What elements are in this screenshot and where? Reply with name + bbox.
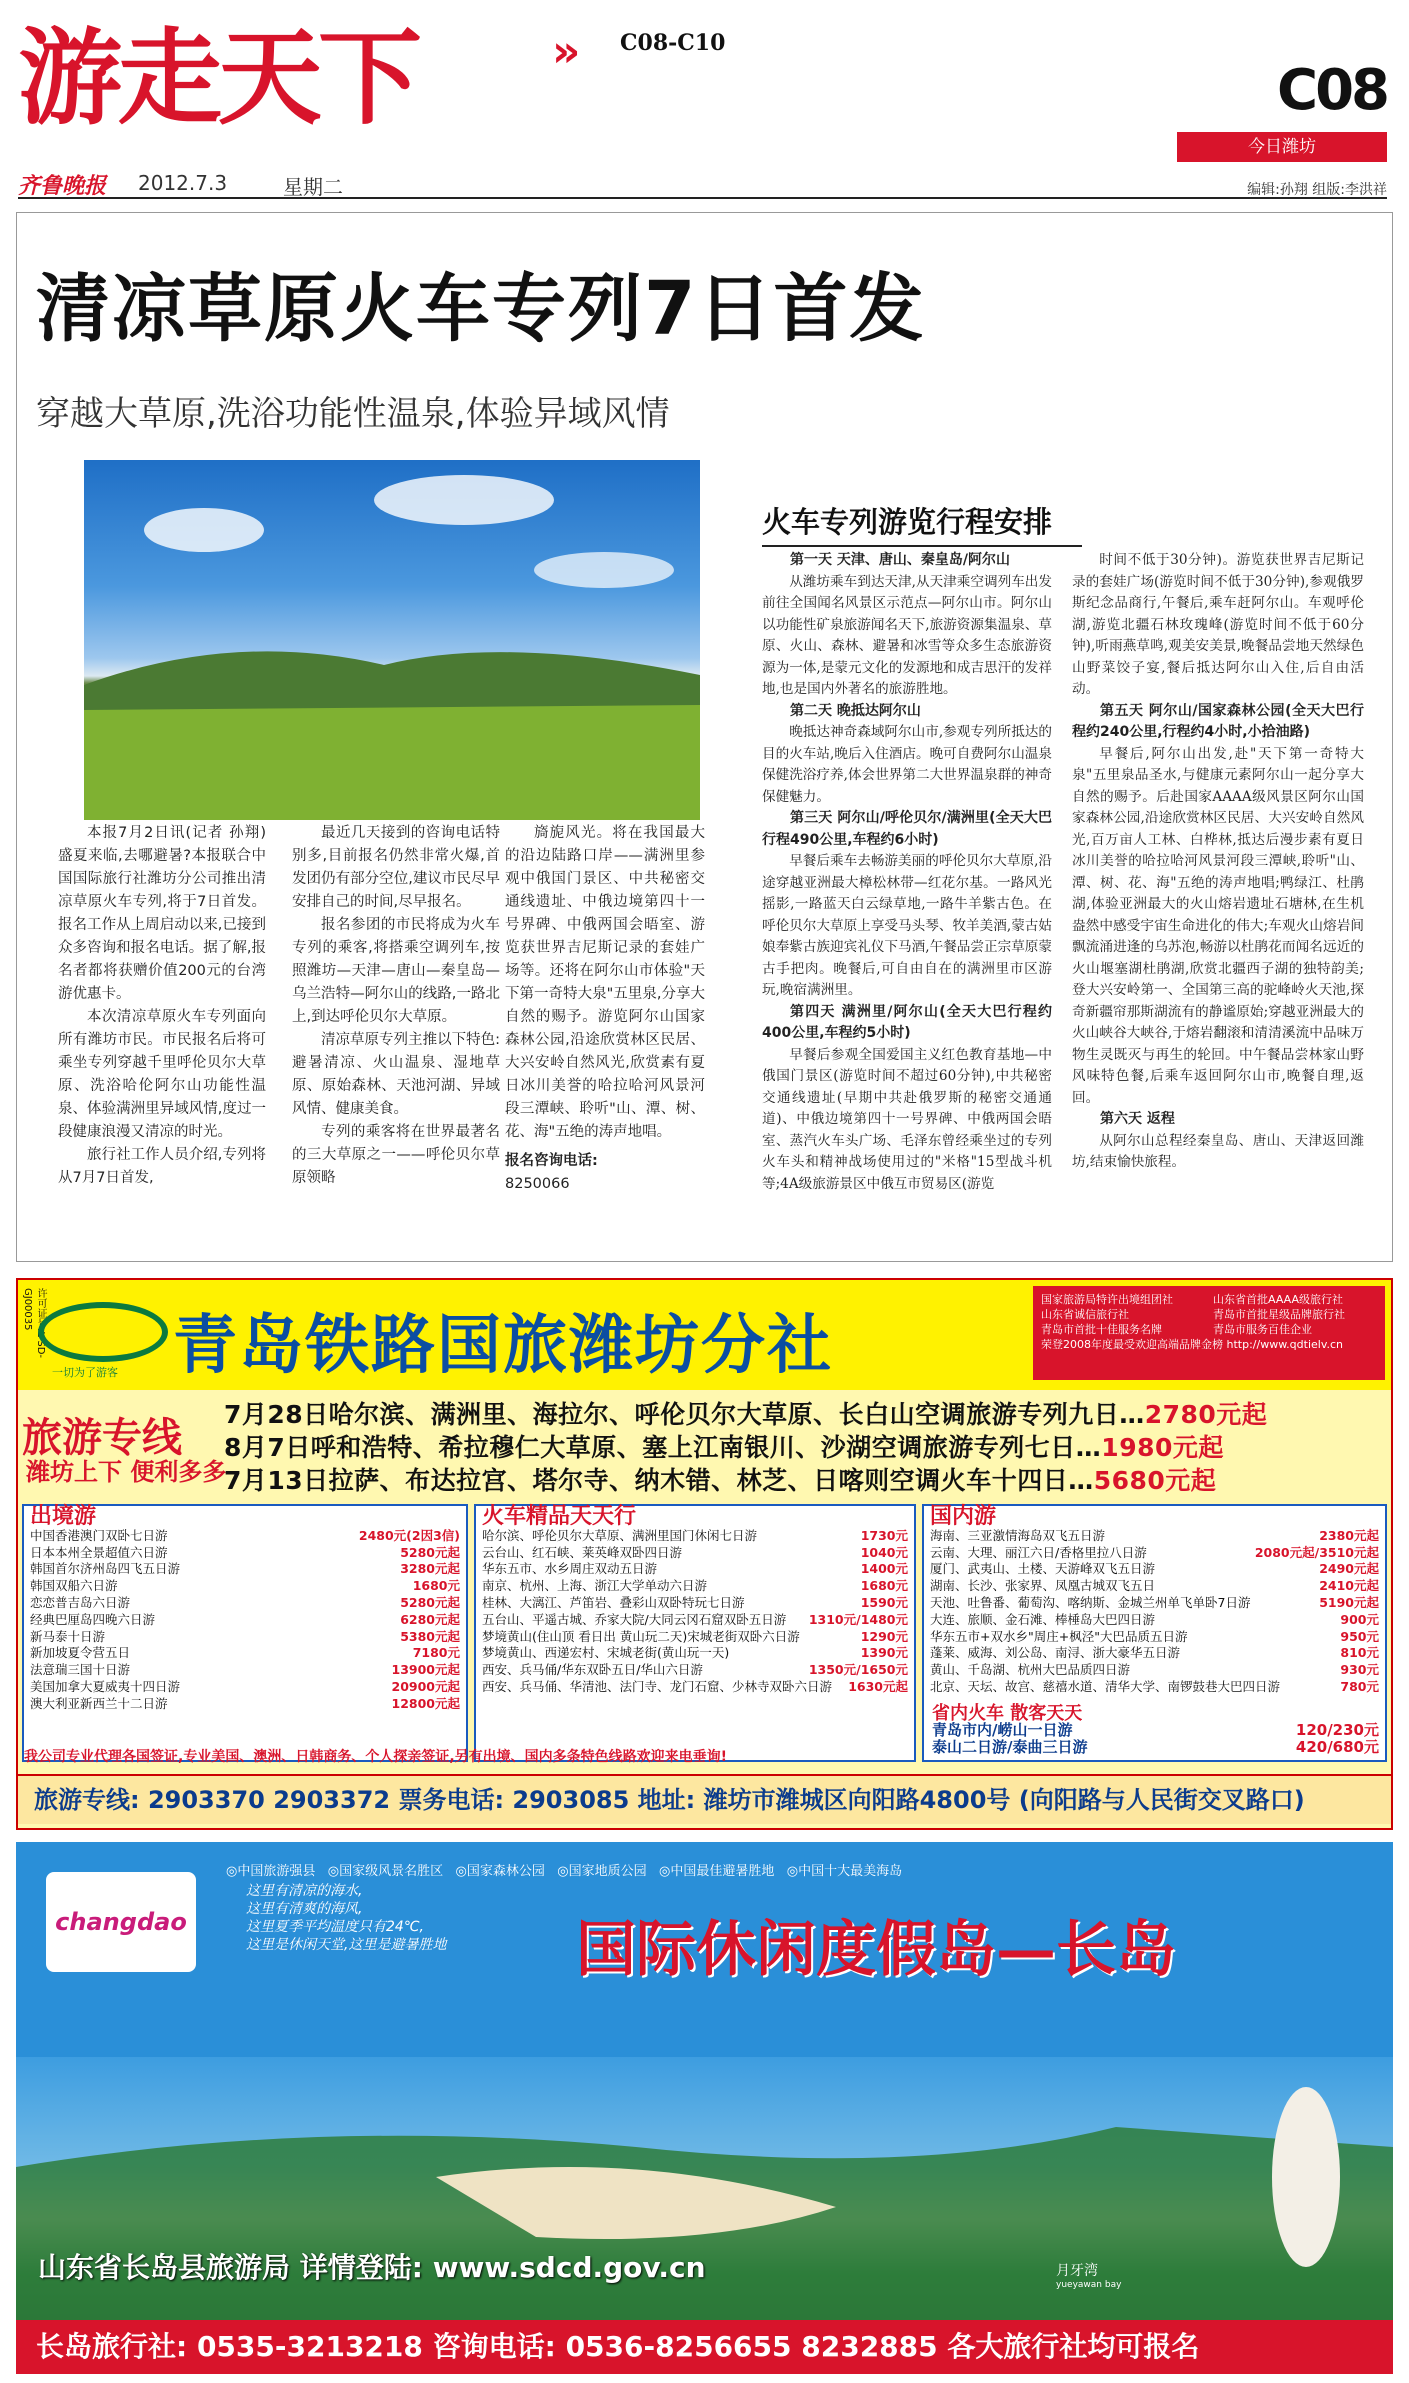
honor-item: 青岛市服务百佳企业: [1213, 1323, 1312, 1336]
tour-line: 7月13日拉萨、布达拉宫、塔尔寺、纳木错、林芝、日喀则空调火车十四日…5680元起: [224, 1466, 1217, 1495]
list-item: [930, 1595, 1379, 1612]
item-price: 7180元: [412, 1645, 460, 1661]
item-name: 韩国双船六日游: [30, 1578, 118, 1594]
article-paragraph: 最近几天接到的咨询电话特别多,目前报名仍然非常火爆,首发团仍有部分空位,建议市民尽早安排自己的时间,尽早报名。: [292, 825, 500, 910]
list-item: [30, 1696, 460, 1713]
list-item: [482, 1528, 908, 1545]
section-tag: 今日潍坊: [1177, 132, 1387, 162]
list-title: 火车精品天天行: [482, 1504, 637, 1529]
item-price: 1630元起: [848, 1678, 908, 1694]
list-item: [482, 1561, 908, 1578]
itinerary-column-left: [762, 550, 1052, 1195]
ad-contact-bar: 旅游专线: 2903370 2903372 票务电话: 2903085 地址: 潍坊市潍城区向阳路4800号 (向阳路与人民街交叉路口): [18, 1774, 1391, 1824]
item-price: 1310元/1480元: [808, 1611, 908, 1627]
page-number: C08: [1276, 58, 1387, 123]
item-price: 2080元起/3510元起: [1254, 1544, 1379, 1560]
itinerary-text: 早餐后参观全国爱国主义红色教育基地—中俄国门景区(游览时间不超过60分钟),中共秘密交通线遗址(早期中共赴俄罗斯的秘密交通通道)、中俄边境第四十一号界碑、中俄两国会晤室、蒸汽火车头广场、毛泽东曾经乘坐过的专列火车头和精神战场使用过的"米格"15型战斗机等;4A级旅游景区中俄互市贸易区(游览: [762, 1046, 1052, 1192]
itinerary-column-right: [1072, 550, 1364, 1174]
honor-item: 青岛市首批星级品牌旅行社: [1213, 1308, 1345, 1321]
item-name: 大连、旅顺、金石滩、棒棰岛大巴四日游: [930, 1611, 1156, 1627]
item-price: 1680元: [860, 1578, 908, 1594]
ad-slogan: 国际休闲度假岛—长岛: [576, 1915, 1176, 1985]
train-list: [474, 1504, 916, 1762]
list-item: [482, 1662, 908, 1679]
outbound-list: [22, 1504, 468, 1762]
item-name: 西安、兵马俑、华清池、法门寺、龙门石窟、少林寺双卧六日游: [482, 1678, 833, 1694]
issue-date: 2012.7.3: [138, 171, 228, 195]
item-name: 西安、兵马俑/华东双卧五日/华山六日游: [482, 1662, 703, 1678]
item-price: 1290元: [860, 1628, 908, 1644]
item-price: 420/680元: [1295, 1739, 1379, 1756]
list-item: [930, 1629, 1379, 1646]
list-item: [930, 1612, 1379, 1629]
list-item: [930, 1561, 1379, 1578]
item-price: 1350元/1650元: [808, 1662, 908, 1678]
list-item: [930, 1645, 1379, 1662]
list-item: [930, 1662, 1379, 1679]
item-price: 930元: [1340, 1662, 1379, 1678]
ad-poem: 这里有清凉的海水, 这里有清爽的海风, 这里夏季平均温度只有24℃, 这里是休闲天堂,这里是避暑胜地: [246, 1883, 447, 1953]
changdao-logo: changdao: [46, 1872, 196, 1972]
item-name: 黄山、千岛湖、杭州大巴品质四日游: [930, 1662, 1131, 1678]
list-item: [930, 1578, 1379, 1595]
item-name: 北京、天坛、故宫、慈禧水道、清华大学、南锣鼓巷大巴四日游: [930, 1678, 1281, 1694]
itinerary-text: 从潍坊乘车到达天津,从天津乘空调列车出发前往全国闻名风景区示范点—阿尔山市。阿尔山以功能性矿泉旅游闻名天下,旅游资源集温泉、草原、火山、森林、避暑和冰雪等众多生态旅游资源为一体,是蒙元文化的发源地和成吉思汗的发祥地,也是国内外著名的旅游胜地。: [762, 573, 1052, 697]
list-item: [482, 1679, 908, 1696]
list-item: [30, 1578, 460, 1595]
item-name: 华东五市+双水乡"周庄+枫泾"大巴品质五日游: [930, 1628, 1188, 1644]
article-paragraph: 清凉草原专列主推以下特色:避暑清凉、火山温泉、湿地草原、原始森林、天池河湖、异域风情、健康美食。: [292, 1032, 500, 1117]
itinerary-day: 第六天 返程: [1100, 1111, 1175, 1127]
honor-list: ◎中国旅游强县 ◎国家级风景名胜区 ◎国家森林公园 ◎国家地质公园 ◎中国最佳避暑胜地 ◎中国十大最美海岛: [226, 1864, 903, 1879]
item-price: 6280元起: [400, 1611, 460, 1627]
tour-line-subheading: 潍坊上下 便利多多: [26, 1458, 227, 1486]
newspaper-brand: 齐鲁晚报: [18, 173, 107, 199]
item-name: 恋恋普吉岛六日游: [30, 1594, 131, 1610]
railway-travel-ad: [16, 1278, 1393, 1830]
item-name: 南京、杭州、上海、浙江大学单动六日游: [482, 1578, 708, 1594]
item-price: 12800元起: [391, 1695, 460, 1711]
section-title: 游走天下: [18, 17, 419, 139]
item-name: 桂林、大漓江、芦笛岩、叠彩山双卧特玩七日游: [482, 1594, 745, 1610]
item-name: 厦门、武夷山、土楼、天游峰双飞五日游: [930, 1561, 1156, 1577]
place-name: 月牙湾 yueyawan bay: [1056, 2263, 1122, 2290]
article-paragraph: 旖旎风光。将在我国最大的沿边陆路口岸——满洲里参观中俄国门景区、中共秘密交通线遗址、中俄边境第四十一号界碑、中俄两国会晤室、游览获世界吉尼斯记录的套娃广场等。还将在阿尔山市体验"天下第一奇特大泉"五里泉,分享大自然的赐予。游览阿尔山国家森林公园,沿途欣赏林区民居、大兴安岭自然风光,欣赏素有夏日冰川美誉的哈拉哈河风景河段三潭峡、聆听"山、潭、树、花、海"五绝的涛声地唱。: [505, 825, 705, 1140]
honors-box: [1033, 1286, 1385, 1380]
item-name: 海南、三亚激情海岛双飞五日游: [930, 1527, 1106, 1543]
article-paragraph: 专列的乘客将在世界最著名的三大草原之一——呼伦贝尔草原领略: [292, 1124, 500, 1186]
visa-note: 我公司专业代理各国签证,专业美国、澳洲、日韩商务、个人探亲签证,另有出境、国内多条特色线路欢迎来电垂询!: [24, 1749, 728, 1765]
island-illustration: [16, 2057, 1393, 2327]
itinerary-text: 时间不低于30分钟)。游览获世界吉尼斯记录的套娃广场(游览时间不低于30分钟),参观俄罗斯纪念品商行,午餐后,乘车赶阿尔山。车观呼伦湖,游览北疆石林玫瑰峰(游览时间不低于60分钟),听雨燕草鸣,观美安美景,晚餐品尝地天然绿色山野菜饺子宴,餐后抵达阿尔山入住,后自由活动。: [1072, 552, 1364, 697]
agency-url[interactable]: http://www.qdtielv.cn: [1226, 1338, 1344, 1351]
item-name: 经典巴厘岛四晚六日游: [30, 1611, 156, 1627]
list-item: [930, 1679, 1379, 1696]
item-name: 梦境黄山、西递宏村、宋城老街(黄山玩一天): [482, 1645, 730, 1661]
item-name: 新马泰十日游: [30, 1628, 106, 1644]
item-name: 五台山、平遥古城、乔家大院/大同云冈石窟双卧五日游: [482, 1611, 787, 1627]
item-price: 2410元起: [1319, 1578, 1379, 1594]
list-item: [30, 1528, 460, 1545]
item-price: 120/230元: [1295, 1722, 1379, 1739]
item-price: 5280元起: [400, 1544, 460, 1560]
itinerary-text: 晚抵达神奇森域阿尔山市,参观专列所抵达的目的火车站,晚后入住酒店。晚可自费阿尔山温泉保健洗浴疗养,体会世界第二大世界温泉群的神奇保健魅力。: [762, 724, 1052, 805]
honor-item: 山东省首批AAAA级旅行社: [1213, 1293, 1344, 1306]
item-price: 2490元起: [1319, 1561, 1379, 1577]
list-item: [930, 1545, 1379, 1562]
item-price: 5190元起: [1319, 1594, 1379, 1610]
list-title: 省内火车 散客天天: [932, 1703, 1083, 1724]
list-item: [30, 1679, 460, 1696]
item-price: 2380元起: [1319, 1527, 1379, 1543]
item-name: 新加坡夏令营五日: [30, 1645, 131, 1661]
article-column-1: [58, 822, 266, 1190]
issue-weekday: 星期二: [283, 175, 343, 199]
list-item: [30, 1595, 460, 1612]
list-item: [30, 1612, 460, 1629]
item-name: 美国加拿大夏威夷十四日游: [30, 1678, 181, 1694]
item-name: 湖南、长沙、张家界、凤凰古城双飞五日: [930, 1578, 1156, 1594]
honor-item: 山东省诚信旅行社: [1041, 1308, 1129, 1321]
list-item: [932, 1739, 1379, 1756]
item-price: 1390元: [860, 1645, 908, 1661]
list-item: [482, 1545, 908, 1562]
itinerary-text: 从阿尔山总程经秦皇岛、唐山、天津返回潍坊,结束愉快旅程。: [1072, 1132, 1364, 1170]
item-price: 950元: [1340, 1628, 1379, 1644]
item-name: 云台山、红石峡、莱英峰双卧四日游: [482, 1544, 683, 1560]
itinerary-day: 第一天 天津、唐山、秦皇岛/阿尔山: [790, 552, 1010, 568]
item-name: 天池、吐鲁番、葡萄沟、喀纳斯、金城兰州单飞单卧7日游: [930, 1594, 1251, 1610]
list-item: [482, 1595, 908, 1612]
item-name: 云南、大理、丽江六日/香格里拉八日游: [930, 1544, 1147, 1560]
itinerary-day: 第三天 阿尔山/呼伦贝尔/满洲里(全天大巴行程490公里,车程约6小时): [762, 810, 1052, 848]
item-name: 韩国首尔济州岛四飞五日游: [30, 1561, 181, 1577]
list-title: 国内游: [930, 1504, 997, 1529]
list-title: 出境游: [30, 1504, 97, 1529]
item-name: 泰山二日游/泰曲三日游: [932, 1739, 1088, 1756]
contact-label: 报名咨询电话:: [505, 1153, 598, 1169]
item-price: 20900元起: [391, 1678, 460, 1694]
article-paragraph: 本报7月2日讯(记者 孙翔)盛夏来临,去哪避暑?本报联合中国国际旅行社潍坊分公司推出清凉草原火车专列,将于7日首发。报名工作从上周启动以来,已接到众多咨询和报名电话。据了解,报名者都将获赠价值200元的台湾游优惠卡。: [58, 825, 266, 1002]
list-item: [482, 1629, 908, 1646]
item-price: 3280元起: [400, 1561, 460, 1577]
item-name: 澳大利亚新西兰十二日游: [30, 1695, 168, 1711]
item-name: 法意瑞三国十日游: [30, 1662, 131, 1678]
item-price: 810元: [1340, 1645, 1379, 1661]
list-item: [30, 1662, 460, 1679]
grassland-photo: [84, 460, 700, 820]
itinerary-text: 早餐后,阿尔山出发,赴"天下第一奇特大泉"五里泉品圣水,与健康元素阿尔山一起分享大自然的赐予。后赴国家AAAA级风景区阿尔山国家森林公园,沿途欣赏林区民居、大兴安岭自然风光,百万亩人工林、白桦林,抵达后漫步素有夏日冰川美誉的哈拉哈河风景河段三潭峡,聆听"山、潭、树、花、海"五绝的涛声地唱;鸭绿江、杜鹃湖,体验亚洲最大的火山熔岩遗址石塘林,在生机盎然中感受宇宙生命进化的伟大;车观火山熔岩间飘流涌进逢的乌苏泡,畅游以杜鹃花而闻名远近的火山堰塞湖杜鹃湖,欣赏北疆西子湖的独特韵美;登大兴安岭第一、全国第三高的驼峰岭火天池,探奇新疆帘那斯湖流有的静谧原始;穿越亚洲最大的火山峡谷大峡谷,于熔岩翻滚和清清溪流中品味万物生灵既灭与再生的轮回。中午餐品尝林家山野风味特色餐,后乘车返回阿尔山市,晚餐自理,返回。: [1072, 745, 1364, 1106]
itinerary-day: 第五天 阿尔山/国家森林公园(全天大巴行程约240公里,行程约4小时,小拾油路): [1072, 702, 1364, 740]
agency-name: 青岛铁路国旅潍坊分社: [173, 1309, 833, 1383]
honor-item: 青岛市首批十佳服务名牌: [1041, 1323, 1162, 1336]
itinerary-day: 第二天 晚抵达阿尔山: [790, 702, 921, 719]
item-name: 梦境黄山(住山顶 看日出 黄山玩二天)宋城老街双卧六日游: [482, 1628, 800, 1644]
tour-line-heading: 旅游专线: [22, 1415, 182, 1461]
itinerary-title: 火车专列游览行程安排: [762, 500, 1082, 547]
item-price: 1040元: [860, 1544, 908, 1560]
item-name: 日本本州全景超值六日游: [30, 1544, 168, 1560]
item-price: 780元: [1340, 1678, 1379, 1694]
article-paragraph: 本次清凉草原火车专列面向所有潍坊市民。市民报名后将可乘坐专列穿越千里呼伦贝尔大草原、洗浴哈伦阿尔山功能性温泉、体验满洲里异域风情,度过一段健康浪漫又清凉的时光。: [58, 1009, 266, 1140]
license-number: 许可证号:L-SD-GJ00035: [22, 1288, 46, 1359]
list-item: [30, 1645, 460, 1662]
item-name: 哈尔滨、呼伦贝尔大草原、满洲里国门休闲七日游: [482, 1527, 758, 1543]
item-price: 1400元: [860, 1561, 908, 1577]
grassland-illustration: [84, 460, 700, 820]
list-item: [930, 1528, 1379, 1545]
article-paragraph: 旅行社工作人员介绍,专列将从7月7日首发,: [58, 1147, 266, 1186]
ad-header: [18, 1280, 1391, 1390]
honor-item: 国家旅游局特许出境组团社: [1041, 1293, 1173, 1306]
item-price: 1590元: [860, 1594, 908, 1610]
tour-lines: [224, 1398, 1267, 1497]
bureau-website[interactable]: 山东省长岛县旅游局 详情登陆: www.sdcd.gov.cn: [38, 2251, 706, 2284]
list-item: [932, 1722, 1379, 1739]
item-price: 2480元(2因3信): [358, 1527, 460, 1543]
item-price: 5280元起: [400, 1594, 460, 1610]
list-item: [482, 1645, 908, 1662]
contact-phone: 8250066: [505, 1176, 570, 1192]
article-column-2: [292, 822, 500, 1190]
list-item: [482, 1578, 908, 1595]
headline: 清凉草原火车专列7日首发: [36, 266, 926, 352]
changdao-tourism-ad: [16, 1842, 1393, 2374]
ad-footer: 长岛旅行社: 0535-3213218 咨询电话: 0536-8256655 8232885 各大旅行社均可报名: [16, 2320, 1393, 2374]
honor-item: 荣登2008年度最受欢迎高端品牌金榜: [1041, 1338, 1223, 1351]
article-column-3: [505, 822, 705, 1196]
editor-credit: 编辑:孙翔 组版:李洪祥: [1247, 182, 1387, 198]
list-item: [30, 1561, 460, 1578]
list-item: [30, 1629, 460, 1646]
item-name: 青岛市内/崂山一日游: [932, 1722, 1073, 1739]
itinerary-day: 第四天 满洲里/阿尔山(全天大巴行程约400公里,车程约5小时): [762, 1003, 1052, 1041]
item-name: 华东五市、水乡周庄双动五日游: [482, 1561, 658, 1577]
tour-line: 7月28日哈尔滨、满洲里、海拉尔、呼伦贝尔大草原、长白山空调旅游专列九日…2780元起: [224, 1400, 1268, 1429]
section-range: C08-C10: [620, 30, 726, 56]
chevron-icon: »: [552, 26, 567, 77]
list-item: [482, 1612, 908, 1629]
item-price: 5380元起: [400, 1628, 460, 1644]
item-name: 蓬莱、威海、刘公岛、南浔、浙大豪华五日游: [930, 1645, 1181, 1661]
railway-logo-icon: [38, 1302, 168, 1362]
ad-slogan: 一切为了游客: [52, 1366, 118, 1379]
item-price: 1680元: [412, 1578, 460, 1594]
item-price: 13900元起: [391, 1662, 460, 1678]
date-line: [18, 165, 1387, 199]
province-list: [928, 1705, 1383, 1760]
item-name: 中国香港澳门双卧七日游: [30, 1527, 168, 1543]
tour-line: 8月7日呼和浩特、希拉穆仁大草原、塞上江南银川、沙湖空调旅游专列七日…1980元起: [224, 1433, 1224, 1462]
island-photo: [16, 2057, 1393, 2327]
list-item: [30, 1545, 460, 1562]
article-paragraph: 报名参团的市民将成为火车专列的乘客,将搭乘空调列车,按照潍坊—天津—唐山—秦皇岛—乌兰浩特—阿尔山的线路,一路北上,到达呼伦贝尔大草原。: [292, 917, 500, 1025]
item-price: 900元: [1340, 1611, 1379, 1627]
itinerary-text: 早餐后乘车去畅游美丽的呼伦贝尔大草原,沿途穿越亚洲最大樟松林带—红花尔基。一路风光摇影,一路蓝天白云绿草地,一路牛羊紫古色。在呼伦贝尔大草原上享受马头琴、牧羊美酒,蒙古姑娘奉紫古族迎宾礼仪下马酒,午餐品尝正宗草原蒙古手把肉。晚餐后,可自由自在的满洲里市区游玩,晚宿满洲里。: [762, 853, 1052, 998]
item-price: 1730元: [860, 1527, 908, 1543]
subheadline: 穿越大草原,洗浴功能性温泉,体验异域风情: [36, 394, 670, 434]
